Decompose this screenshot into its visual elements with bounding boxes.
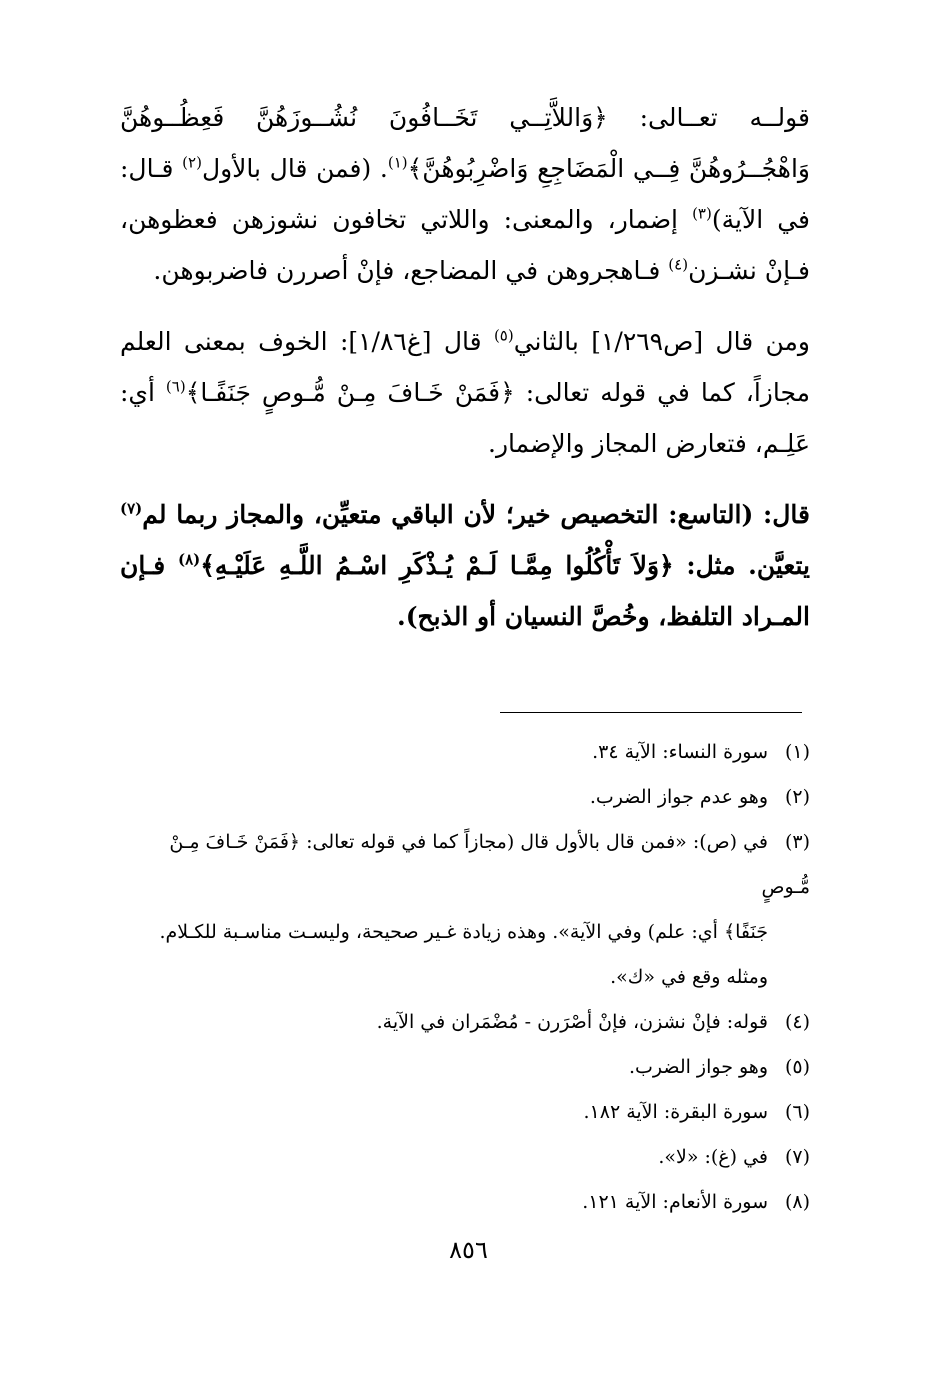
p1-text-2: . (فمن قال بالأول — [201, 154, 388, 183]
footnote-7 — [120, 1135, 810, 1180]
footnote-ref-3[interactable]: (٣) — [692, 204, 712, 223]
footnote-1 — [120, 730, 810, 775]
page-number: ٨٥٦ — [449, 1236, 488, 1264]
footnote-ref-5[interactable]: (٥) — [493, 326, 514, 345]
footnote-text: سورة الأنعام: الآية ١٢١. — [582, 1191, 768, 1213]
paragraph-3 — [120, 489, 810, 642]
footnote-3-continuation-2: ومثله وقع في «ك». — [610, 966, 768, 988]
p1-text-4: إضمار، والمعنى: واللاتي تخافون نشوزهن فعظوهن، فـإنْ نشـزن — [120, 205, 810, 285]
paragraph-1 — [120, 92, 810, 296]
p2-text-2: قال [غ١/٨٦]: الخوف بمعنى العلم مجازاً، كما في قوله تعالى: ﴿فَمَنْ خَـافَ مِـنْ مُّـوصٍ جَنَفًـا﴾ — [120, 327, 810, 407]
main-text — [120, 92, 810, 642]
footnote-3 — [120, 820, 810, 910]
footnote-number: (٥) — [784, 1056, 810, 1078]
footnote-number: (٤) — [784, 1011, 810, 1033]
footnote-6 — [120, 1090, 810, 1135]
footnote-ref-4[interactable]: (٤) — [668, 255, 689, 274]
p1-text: قولــه تعــالى: ﴿وَاللاَّتِــي تَخَــافُونَ نُشُــوزَهُنَّ فَعِظُــوهُنَّ وَاهْجُــرُوهُنَّ فِــي الْمَضَاجِعِ وَاضْرِبُوهُنَّ﴾ — [120, 103, 811, 183]
footnote-ref-8[interactable]: (٨) — [177, 550, 201, 569]
paragraph-2 — [120, 316, 810, 469]
footnote-text: في (غ): «لا». — [658, 1146, 768, 1168]
footnote-number: (١) — [784, 741, 810, 763]
footnote-number: (٦) — [784, 1101, 810, 1123]
p2-text-3: أي: عَلِـم، فتعارض المجاز والإضمار. — [120, 378, 810, 458]
p3-text-2: يتعيَّن. مثل: ﴿وَلاَ تَأْكُلُوا مِمَّـا لَـمْ يُـذْكَرِ اسْـمُ اللَّـهِ عَلَيْـهِ﴾ — [200, 551, 810, 580]
footnote-separator — [500, 712, 802, 713]
footnote-text: سورة البقرة: الآية ١٨٢. — [583, 1101, 768, 1123]
footnote-text: سورة النساء: الآية ٣٤. — [592, 741, 768, 763]
footnote-ref-7[interactable]: (٧) — [120, 499, 143, 518]
footnotes — [120, 730, 810, 1225]
footnote-number: (٢) — [784, 786, 810, 808]
footnote-number: (٧) — [784, 1146, 810, 1168]
p3-text: قال: (التاسع: التخصيص خير؛ لأن الباقي متعيِّن، والمجاز ربما لم — [142, 500, 810, 529]
p1-text-3: قـال: في الآية) — [120, 154, 810, 234]
footnote-8 — [120, 1180, 810, 1225]
p1-text-5: فـاهجروهن في المضاجع، فإنْ أصررن فاضربوهن. — [153, 256, 669, 285]
footnote-5 — [120, 1045, 810, 1090]
footnote-text: قوله: فإنْ نشزن، فإنْ أصْرَرن - مُضْمَران في الآية. — [376, 1011, 768, 1033]
p2-text: ومن قال [ص١/٢٦٩] بالثاني — [513, 327, 810, 356]
footnote-text: وهو عدم جواز الضرب. — [589, 786, 768, 808]
footnote-ref-2[interactable]: (٢) — [182, 153, 202, 172]
footnote-4 — [120, 1000, 810, 1045]
footnote-ref-6[interactable]: (٦) — [165, 377, 186, 396]
footnote-2 — [120, 775, 810, 820]
footnote-number: (٣) — [784, 831, 810, 853]
p3-text-3: فـإن المـراد التلفظ، وخُصَّ النسيان أو الذبح). — [120, 551, 810, 631]
footnote-number: (٨) — [784, 1191, 810, 1213]
footnote-ref-1[interactable]: (١) — [387, 153, 408, 172]
footnote-text: وهو جواز الضرب. — [628, 1056, 768, 1078]
footnote-text: في (ص): «فمن قال بالأول قال (مجازاً كما في قوله تعالى: ﴿فَمَنْ خَـافَ مِـنْ مُّـوصٍ — [169, 831, 810, 898]
footnote-3-continuation-1: جَنَفًا﴾ أي: علم) وفي الآية». وهذه زيادة غـير صحيحة، وليسـت مناسـبة للكـلام. — [159, 921, 768, 943]
